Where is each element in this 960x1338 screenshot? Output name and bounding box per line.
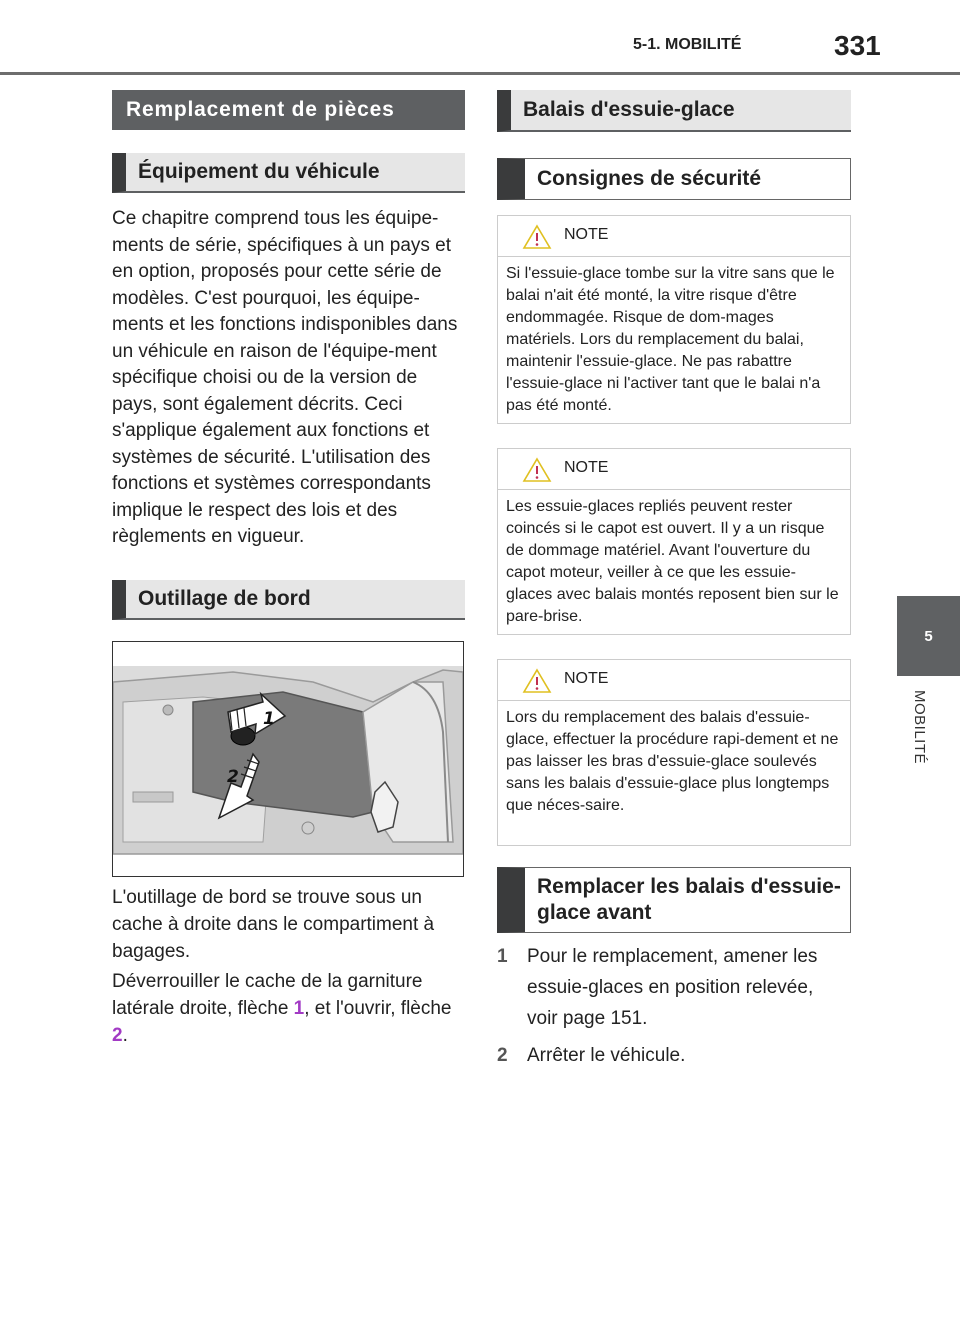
arrow-ref-1: 1 — [293, 998, 305, 1019]
running-header-section: 5-1. MOBILITÉ — [633, 36, 742, 53]
notice-box-3 — [497, 659, 851, 846]
step-2 — [497, 1040, 851, 1072]
arrow-ref-2: 2 — [112, 1025, 123, 1046]
step-1 — [497, 941, 851, 1035]
notice-text-1: Si l'essuie-glace tombe sur la vitre sans que le balai n'ait été monté, la vitre risque d'être endommagée. Risque de dom-mages matériels. Lors du remplacement du balai, maintenir l'essuie-glace. Ne pas rabattre l'essuie-glace ni l'activer tant que le balai n'a pas été monté. — [506, 265, 835, 414]
header-rule — [0, 72, 960, 75]
tool-kit-figure — [112, 641, 464, 877]
main-heading-wiper-blades: Balais d'essuie-glace — [497, 90, 851, 132]
trunk-illustration — [113, 642, 463, 876]
arrow-label-1: 1 — [263, 709, 275, 729]
page-number: 331 — [834, 30, 881, 61]
paragraph-tool-kit-location: L'outillage de bord se trouve sous un cache à droite dans le compartiment à bagages. — [112, 887, 435, 962]
step-number-2: 2 — [497, 1045, 508, 1066]
step-number-1: 1 — [497, 946, 508, 967]
paragraph-tool-kit-procedure: Déverrouiller le cache de la garniture latérale droite, flèche 1, et l'ouvrir, flèche 2. — [112, 971, 452, 1046]
chapter-tab — [897, 596, 960, 676]
warning-triangle-icon — [522, 668, 552, 694]
notice-label-3: NOTE — [564, 670, 609, 687]
step-text-2: Arrêter le véhicule. — [527, 1045, 686, 1066]
notice-box-2 — [497, 448, 851, 635]
step-text-1: Pour le remplacement, amener les essuie-glaces en position relevée, voir page 151. — [527, 946, 818, 1029]
sub-heading-replace-front-wipers: Remplacer les balais d'essuie-glace avant — [497, 867, 851, 933]
notice-text-3: Lors du remplacement des balais d'essuie-glace, effectuer la procédure rapi-dement et ne pas laisser les bras d'essuie-glace soulevés sans les balais d'essuie-glace plus longtemps que néces-saire. — [506, 709, 839, 814]
notice-text-2: Les essuie-glaces repliés peuvent rester coincés si le capot est ouvert. Il y a un risque de dommage matériel. Avant l'ouverture du capot moteur, veiller à ce que les essuie-glaces avec balais montés reposent bien sur le pare-brise. — [506, 498, 839, 625]
chapter-tab-number: 5 — [924, 627, 933, 645]
warning-triangle-icon — [522, 457, 552, 483]
chapter-tab-label: MOBILITÉ — [911, 690, 928, 765]
sub-heading-vehicle-equipment: Équipement du véhicule — [112, 153, 465, 193]
paragraph-vehicle-equipment: Ce chapitre comprend tous les équipe-ments de série, spécifiques à un pays et en option, proposés pour cette série de modèles. C'est pourquoi, les équipe-ments et les fonctions indisponibles dans un véhicule en raison de l'équipe-ment spécifique choisi ou de la version de pays, sont également décrits. Ceci s'applique également aux fonctions et systèmes de sécurité. L'utilisation des fonctions et systèmes correspondants implique le respect des lois et des règlements en vigueur. — [112, 208, 458, 547]
arrow-label-2: 2 — [227, 767, 239, 787]
sub-heading-safety-notes: Consignes de sécurité — [497, 158, 851, 200]
notice-label-1: NOTE — [564, 226, 609, 243]
notice-label-2: NOTE — [564, 459, 609, 476]
sub-heading-tool-kit: Outillage de bord — [112, 580, 465, 620]
warning-triangle-icon — [522, 224, 552, 250]
main-heading-left: Remplacement de pièces — [112, 90, 465, 130]
notice-box-1 — [497, 215, 851, 424]
